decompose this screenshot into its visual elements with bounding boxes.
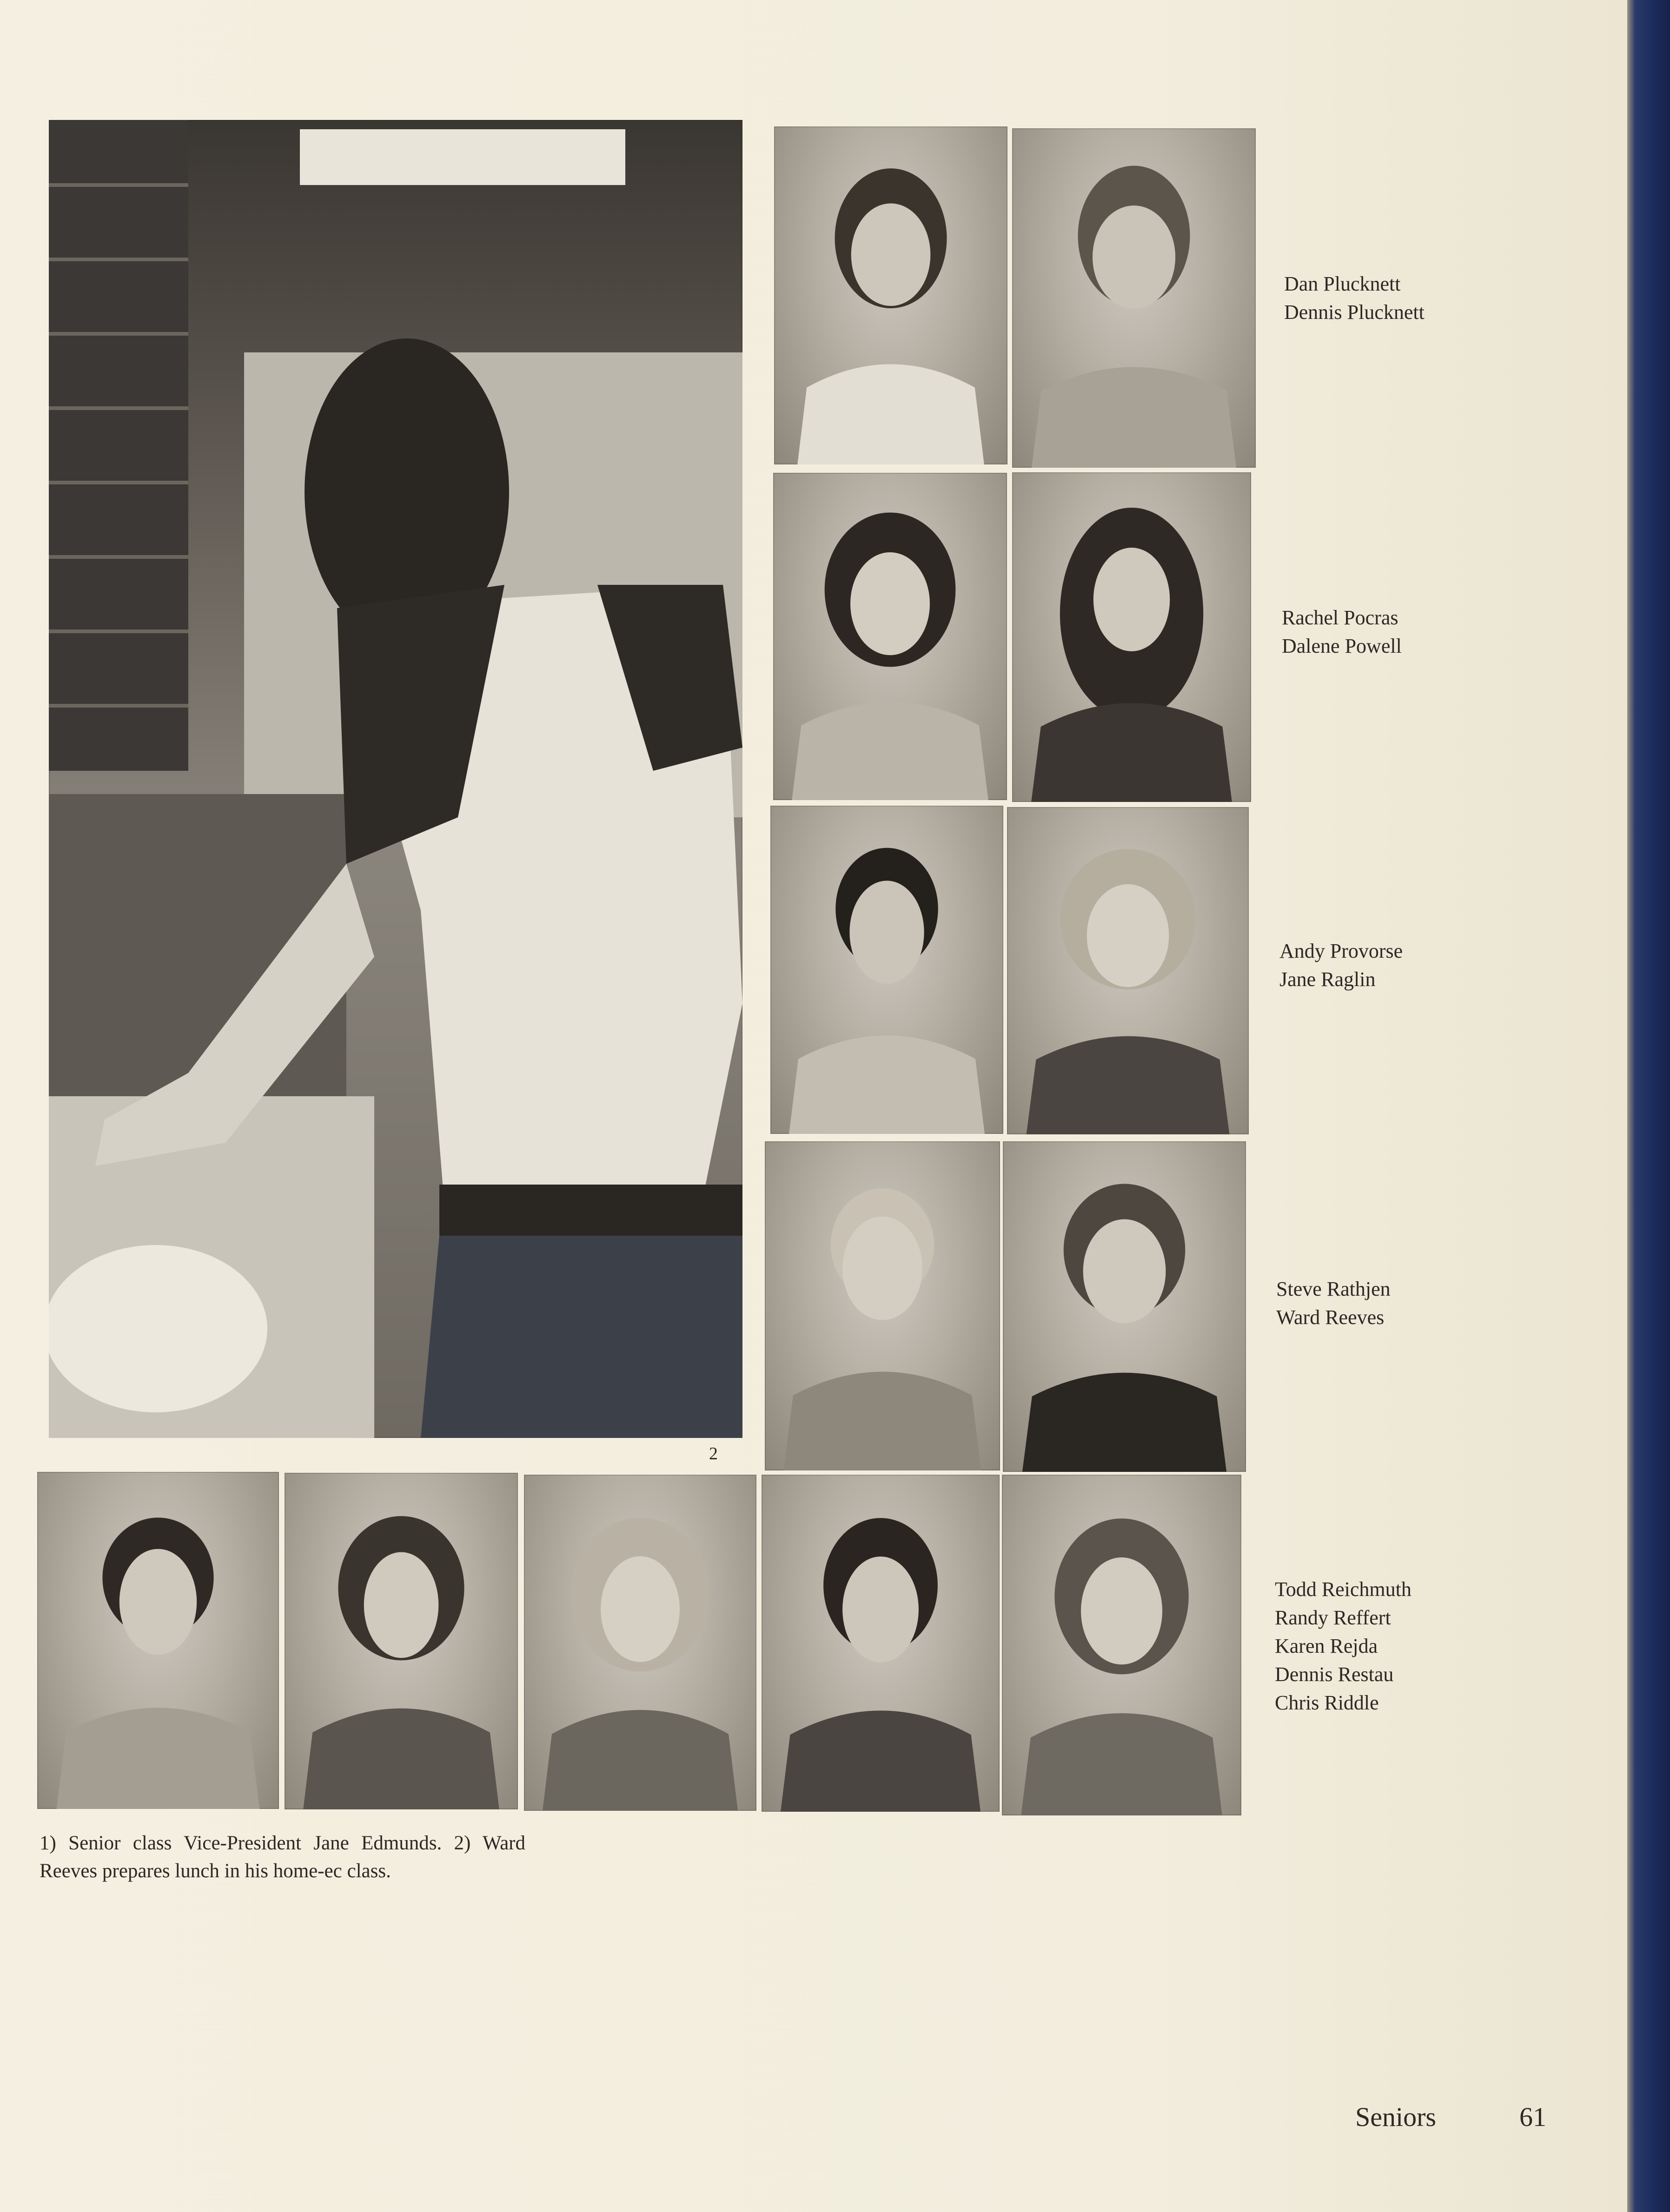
portrait-dalene-powell bbox=[1012, 472, 1251, 802]
portrait-randy-reffert bbox=[285, 1473, 518, 1809]
name-list-row5 bbox=[1275, 1575, 1412, 1717]
portrait-dan-plucknett bbox=[774, 126, 1007, 464]
name-label: Karen Rejda bbox=[1275, 1635, 1378, 1657]
name-label: Steve Rathjen bbox=[1276, 1278, 1391, 1300]
portrait-ward-reeves bbox=[1003, 1141, 1246, 1472]
page-number: 61 bbox=[1519, 2102, 1546, 2132]
portrait-dennis-plucknett bbox=[1012, 128, 1256, 468]
candid-photo-home-ec bbox=[49, 120, 742, 1438]
name-label: Rachel Pocras bbox=[1282, 606, 1398, 629]
photo-caption: 1) Senior class Vice-President Jane Edmunds. 2) Ward Reeves prepares lunch in his home-ec class. bbox=[40, 1832, 525, 1882]
name-list-row1 bbox=[1284, 270, 1425, 326]
portrait-jane-raglin bbox=[1007, 807, 1249, 1134]
name-label: Chris Riddle bbox=[1275, 1691, 1379, 1714]
name-label: Ward Reeves bbox=[1276, 1306, 1385, 1329]
name-label: Dan Plucknett bbox=[1284, 272, 1401, 295]
portrait-andy-provorse bbox=[770, 806, 1003, 1134]
section-label: Seniors bbox=[1355, 2102, 1436, 2132]
figure-number: 2 bbox=[709, 1444, 718, 1464]
portrait-karen-rejda bbox=[524, 1475, 756, 1811]
portrait-todd-reichmuth bbox=[37, 1472, 279, 1809]
portrait-rachel-pocras bbox=[773, 473, 1007, 800]
name-list-row2 bbox=[1282, 603, 1402, 660]
name-label: Dennis Plucknett bbox=[1284, 301, 1425, 324]
name-label: Randy Reffert bbox=[1275, 1606, 1391, 1629]
name-label: Dennis Restau bbox=[1275, 1663, 1394, 1686]
portrait-chris-riddle bbox=[1002, 1475, 1241, 1815]
name-label: Andy Provorse bbox=[1279, 940, 1403, 962]
name-label: Todd Reichmuth bbox=[1275, 1578, 1412, 1601]
name-label: Jane Raglin bbox=[1279, 968, 1376, 991]
name-list-row4 bbox=[1276, 1275, 1391, 1331]
name-label: Dalene Powell bbox=[1282, 635, 1402, 657]
portrait-dennis-restau bbox=[762, 1475, 1000, 1812]
book-spine bbox=[1627, 0, 1670, 2212]
portrait-steve-rathjen bbox=[765, 1141, 1000, 1470]
name-list-row3 bbox=[1279, 937, 1403, 993]
